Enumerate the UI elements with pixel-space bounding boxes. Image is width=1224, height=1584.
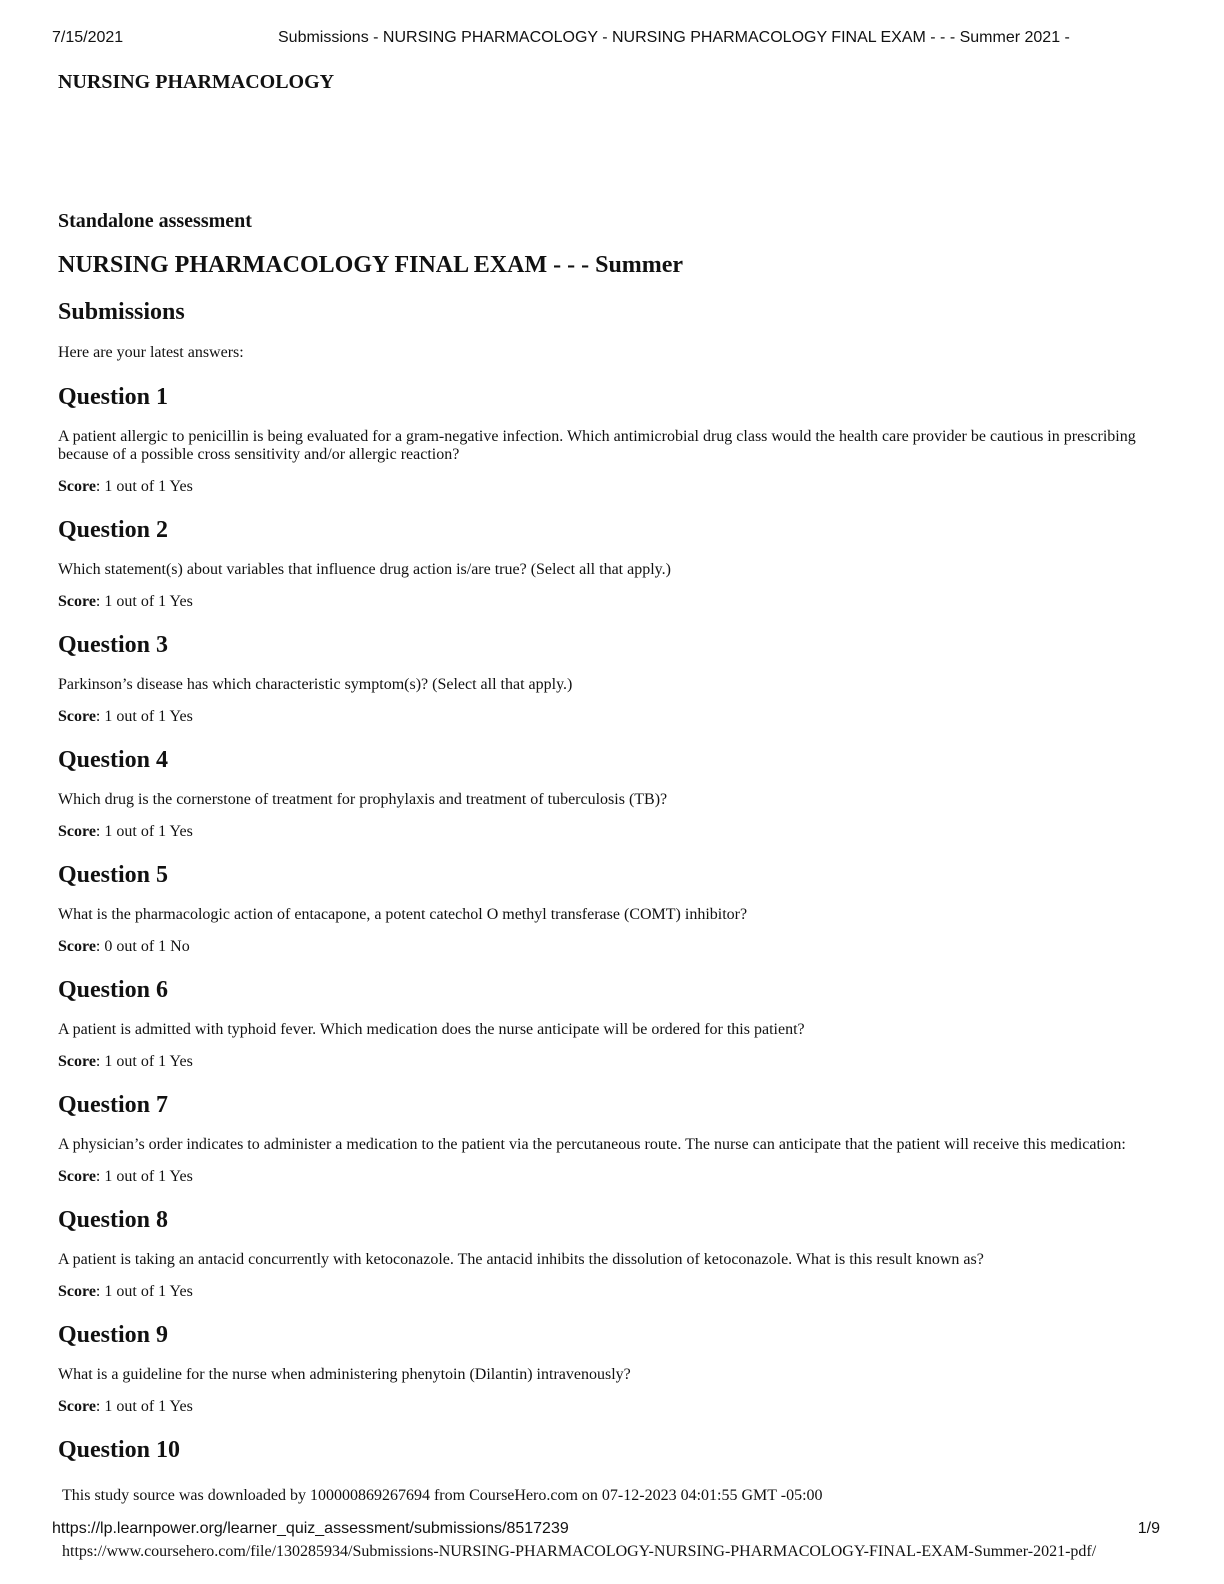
score-value: : 1 out of 1 Yes bbox=[95, 1398, 193, 1415]
score-label: Score bbox=[58, 1168, 96, 1185]
question-item bbox=[58, 1321, 1168, 1416]
score-value: : 1 out of 1 Yes bbox=[95, 1168, 193, 1185]
print-footer bbox=[52, 1520, 1160, 1540]
section-title: Submissions bbox=[58, 299, 185, 325]
score-value: : 1 out of 1 Yes bbox=[95, 1053, 193, 1070]
page-content bbox=[58, 70, 1168, 1464]
question-item bbox=[58, 1436, 1168, 1464]
question-score bbox=[58, 1053, 1168, 1071]
question-text: What is a guideline for the nurse when administering phenytoin (Dilantin) intravenously? bbox=[58, 1366, 631, 1383]
question-title: Question 5 bbox=[58, 862, 169, 888]
question-score bbox=[58, 1398, 1168, 1416]
exam-title: NURSING PHARMACOLOGY FINAL EXAM - - - Summer bbox=[58, 252, 684, 278]
print-date: 7/15/2021 bbox=[52, 29, 124, 46]
question-item bbox=[58, 1206, 1168, 1301]
score-value: : 1 out of 1 Yes bbox=[95, 823, 193, 840]
print-page-title: Submissions - NURSING PHARMACOLOGY - NURSING PHARMACOLOGY FINAL EXAM - - - Summer 2021 - bbox=[278, 29, 1070, 46]
question-text: A patient is taking an antacid concurrently with ketoconazole. The antacid inhibits the dissolution of ketoconazole. What is this result known as? bbox=[58, 1251, 984, 1268]
footer-url[interactable]: https://lp.learnpower.org/learner_quiz_assessment/submissions/8517239 bbox=[52, 1520, 569, 1537]
question-text: Parkinson’s disease has which characteristic symptom(s)? (Select all that apply.) bbox=[58, 676, 573, 693]
question-score bbox=[58, 823, 1168, 841]
question-title: Question 8 bbox=[58, 1207, 169, 1233]
question-score bbox=[58, 1283, 1168, 1301]
question-title: Question 2 bbox=[58, 517, 169, 543]
score-label: Score bbox=[58, 708, 96, 725]
download-source-note: This study source was downloaded by 100000869267694 from CourseHero.com on 07-12-2023 04:01:55 GMT -05:00 bbox=[62, 1487, 823, 1504]
question-title: Question 7 bbox=[58, 1092, 169, 1118]
question-item bbox=[58, 383, 1168, 496]
question-score bbox=[58, 478, 1168, 496]
question-title: Question 6 bbox=[58, 977, 169, 1003]
header-spacer bbox=[58, 94, 1168, 209]
question-score bbox=[58, 708, 1168, 726]
question-text: Which statement(s) about variables that influence drug action is/are true? (Select all that apply.) bbox=[58, 561, 671, 578]
score-label: Score bbox=[58, 478, 96, 495]
score-value: : 1 out of 1 Yes bbox=[95, 708, 193, 725]
question-score bbox=[58, 1168, 1168, 1186]
question-text: A patient is admitted with typhoid fever. Which medication does the nurse anticipate will be ordered for this patient? bbox=[58, 1021, 805, 1038]
question-item bbox=[58, 746, 1168, 841]
question-score bbox=[58, 593, 1168, 611]
question-text: What is the pharmacologic action of entacapone, a potent catechol O methyl transferase (COMT) inhibitor? bbox=[58, 906, 748, 923]
assessment-type: Standalone assessment bbox=[58, 210, 252, 232]
question-item bbox=[58, 516, 1168, 611]
page-number: 1/9 bbox=[1137, 1520, 1160, 1537]
score-label: Score bbox=[58, 593, 96, 610]
score-label: Score bbox=[58, 1283, 96, 1300]
question-title: Question 4 bbox=[58, 747, 169, 773]
question-score bbox=[58, 938, 1168, 956]
question-title: Question 3 bbox=[58, 632, 169, 658]
question-text: A physician’s order indicates to administer a medication to the patient via the percutaneous route. The nurse can anticipate that the patient will receive this medication: bbox=[58, 1136, 1126, 1153]
question-item bbox=[58, 861, 1168, 956]
question-title: Question 1 bbox=[58, 384, 169, 410]
question-title: Question 9 bbox=[58, 1322, 169, 1348]
score-label: Score bbox=[58, 938, 96, 955]
score-value: : 1 out of 1 Yes bbox=[95, 593, 193, 610]
question-item bbox=[58, 976, 1168, 1071]
course-name: NURSING PHARMACOLOGY bbox=[58, 71, 335, 93]
question-title: Question 10 bbox=[58, 1437, 181, 1463]
question-item bbox=[58, 1091, 1168, 1186]
score-label: Score bbox=[58, 823, 96, 840]
score-value: : 1 out of 1 Yes bbox=[95, 478, 193, 495]
question-text: Which drug is the cornerstone of treatment for prophylaxis and treatment of tuberculosis (TB)? bbox=[58, 791, 668, 808]
file-url[interactable]: https://www.coursehero.com/file/130285934/Submissions-NURSING-PHARMACOLOGY-NURSING-PHARMACOLOGY-FINAL-EXAM-Summer-2021-pdf/ bbox=[62, 1543, 1097, 1560]
score-value: : 0 out of 1 No bbox=[95, 938, 190, 955]
score-label: Score bbox=[58, 1398, 96, 1415]
question-text: A patient allergic to penicillin is being evaluated for a gram-negative infection. Which antimicrobial drug class would the health care provider be cautious in prescribing because of a possible cross sensitivity and/or allergic reaction? bbox=[58, 428, 1136, 463]
print-header bbox=[52, 29, 1172, 49]
score-value: : 1 out of 1 Yes bbox=[95, 1283, 193, 1300]
question-item bbox=[58, 631, 1168, 726]
intro-text: Here are your latest answers: bbox=[58, 344, 244, 361]
score-label: Score bbox=[58, 1053, 96, 1070]
